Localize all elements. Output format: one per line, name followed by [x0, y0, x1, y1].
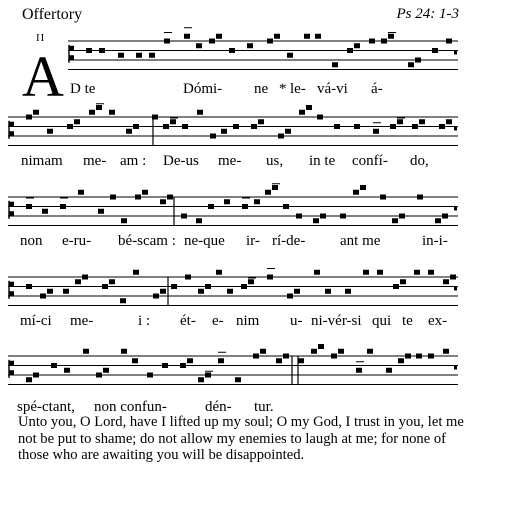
neume-note [314, 270, 320, 275]
lyric-syllable: non [20, 233, 43, 249]
neume-note [398, 358, 404, 363]
neume-note [276, 358, 282, 363]
neume-note [164, 39, 170, 44]
neume-note [412, 124, 418, 129]
lyric-syllable: ni-vér-si [311, 313, 362, 329]
lyric-syllable: ét- [180, 313, 196, 329]
neume-note [388, 34, 394, 39]
neume-note [377, 270, 383, 275]
neume-note [353, 190, 359, 195]
clef-mark [9, 361, 14, 366]
lyric-syllable: á- [371, 81, 383, 97]
neume-note [356, 368, 362, 373]
neume-note [248, 279, 254, 284]
neume-note [197, 110, 203, 115]
lyric-syllable: le- [290, 81, 306, 97]
neume-note [428, 270, 434, 275]
clef-mark [9, 282, 14, 287]
neume-note [313, 218, 319, 223]
neume-note [446, 39, 452, 44]
neume-note [135, 195, 141, 200]
neume-note [142, 190, 148, 195]
neume-note [278, 134, 284, 139]
neume-note [210, 134, 216, 139]
neume-note [360, 185, 366, 190]
neume-note [205, 373, 211, 378]
neume-note [287, 53, 293, 58]
neume-note [233, 124, 239, 129]
neume-note [373, 129, 379, 134]
neume-note [102, 284, 108, 289]
neume-note [299, 110, 305, 115]
neume-note [209, 39, 215, 44]
neume-note [304, 34, 310, 39]
neume-note [416, 354, 422, 359]
neume-note [110, 195, 116, 200]
neume-note [136, 53, 142, 58]
neume-note [260, 349, 266, 354]
neume-note [229, 48, 235, 53]
neume-note [325, 289, 331, 294]
neume-note [198, 289, 204, 294]
lyric-syllable: dén- [205, 399, 232, 415]
psalm-reference: Ps 24: 1-3 [396, 6, 459, 22]
lyric-syllable: ne [254, 81, 269, 97]
neume-note [162, 363, 168, 368]
neume-note [149, 53, 155, 58]
neume-note [153, 294, 159, 299]
lyric-syllable: te [402, 313, 413, 329]
custos [454, 366, 457, 370]
neume-note [345, 289, 351, 294]
neume-note [435, 218, 441, 223]
neume-note [397, 119, 403, 124]
neume-note [274, 34, 280, 39]
neume-note [390, 124, 396, 129]
neume-note [306, 105, 312, 110]
neume-note [446, 119, 452, 124]
clef-mark [9, 202, 14, 207]
neume-note [311, 349, 317, 354]
neume-note [334, 124, 340, 129]
chant-title: Offertory [22, 6, 83, 23]
neume-note [442, 214, 448, 219]
neume-note [33, 373, 39, 378]
neume-note [60, 204, 66, 209]
lyric-syllable: us, [266, 153, 284, 169]
neume-note [163, 124, 169, 129]
neume-note [253, 354, 259, 359]
lyric-syllable: rí-de- [272, 233, 306, 249]
clef-mark [69, 55, 74, 60]
neume-note [331, 354, 337, 359]
lyric-syllable: ant me [340, 233, 381, 249]
neume-note [160, 199, 166, 204]
neume-note [26, 204, 32, 209]
neume-note [83, 349, 89, 354]
neume-note [133, 124, 139, 129]
neume-note [317, 115, 323, 120]
neume-note [367, 349, 373, 354]
neume-note [181, 214, 187, 219]
neume-note [318, 344, 324, 349]
neume-note [196, 43, 202, 48]
lyric-syllable: in-i- [422, 233, 448, 249]
neume-note [33, 110, 39, 115]
neume-note [160, 289, 166, 294]
custos [454, 207, 457, 211]
neume-note [170, 119, 176, 124]
neume-note [432, 48, 438, 53]
neume-note [400, 279, 406, 284]
neume-note [184, 34, 190, 39]
neume-note [443, 279, 449, 284]
neume-note [63, 289, 69, 294]
neume-note [109, 110, 115, 115]
neume-note [235, 377, 241, 382]
lyric-syllable: nimam [21, 153, 63, 169]
neume-note [167, 195, 173, 200]
neume-note [185, 275, 191, 280]
neume-note [381, 39, 387, 44]
lyric-syllable: * [279, 81, 287, 97]
neume-note [369, 39, 375, 44]
neume-note [96, 105, 102, 110]
neume-note [419, 119, 425, 124]
neume-note [121, 218, 127, 223]
custos [454, 51, 457, 55]
neume-note [272, 185, 278, 190]
neume-note [393, 284, 399, 289]
lyric-syllable: vá-vi [317, 81, 348, 97]
neume-note [405, 354, 411, 359]
neume-note [380, 195, 386, 200]
neume-note [251, 124, 257, 129]
neume-note [47, 289, 53, 294]
neume-note [121, 349, 127, 354]
neume-note [74, 119, 80, 124]
lyric-syllable: non confun- [94, 399, 167, 415]
clef-mark [9, 122, 14, 127]
neume-note [99, 48, 105, 53]
neume-note [75, 279, 81, 284]
neume-note [241, 284, 247, 289]
neume-note [78, 190, 84, 195]
lyric-syllable: in te [309, 153, 336, 169]
lyric-syllable: am : [120, 153, 147, 169]
english-translation: Unto you, O Lord, have I lifted up my soul; O my God, I trust in you, let me not be put to shame; do not allow my enemies to laugh at me; for none of those who are awaiting you will be disappointed. [18, 414, 464, 464]
neume-note [26, 284, 32, 289]
neume-note [294, 289, 300, 294]
neume-note [216, 270, 222, 275]
neume-note [338, 349, 344, 354]
neume-note [120, 298, 126, 303]
neume-note [258, 119, 264, 124]
lyric-syllable: me- [70, 313, 94, 329]
lyric-syllable: i : [138, 313, 151, 329]
neume-note [392, 218, 398, 223]
neume-note [26, 115, 32, 120]
neume-note [47, 129, 53, 134]
neume-note [132, 358, 138, 363]
neume-note [363, 270, 369, 275]
neume-note [196, 218, 202, 223]
neume-note [89, 110, 95, 115]
neume-note [118, 53, 124, 58]
neume-note [283, 204, 289, 209]
neume-note [218, 358, 224, 363]
custos [454, 287, 457, 291]
neume-note [332, 62, 338, 67]
neume-note [265, 190, 271, 195]
lyric-syllable: qui [372, 313, 392, 329]
neume-note [40, 294, 46, 299]
lyric-syllable: me- [218, 153, 242, 169]
neume-note [180, 363, 186, 368]
neume-note [298, 358, 304, 363]
neume-note [187, 358, 193, 363]
neume-note [267, 39, 273, 44]
neume-note [86, 48, 92, 53]
lyric-syllable: D te [70, 81, 96, 97]
lyric-syllable: mí-ci [20, 313, 52, 329]
neume-note [103, 368, 109, 373]
neume-note [320, 214, 326, 219]
lyric-syllable: ex- [428, 313, 448, 329]
custos [454, 127, 457, 131]
neume-note [296, 214, 302, 219]
neume-note [443, 349, 449, 354]
neume-note [354, 43, 360, 48]
neume-note [408, 62, 414, 67]
neume-note [415, 58, 421, 63]
lyric-syllable: nim [236, 313, 260, 329]
neume-note [109, 279, 115, 284]
neume-note [126, 129, 132, 134]
neume-note [399, 214, 405, 219]
neume-note [450, 275, 456, 280]
neume-note [285, 129, 291, 134]
neume-note [340, 214, 346, 219]
lyric-syllable: tur. [254, 399, 274, 415]
lyric-syllable: u- [290, 313, 303, 329]
neume-note [439, 124, 445, 129]
neume-note [283, 354, 289, 359]
neume-note [182, 124, 188, 129]
lyric-syllable: do, [410, 153, 429, 169]
neume-note [171, 284, 177, 289]
clef-mark [69, 46, 74, 51]
clef-mark [9, 211, 14, 216]
neume-note [64, 368, 70, 373]
neume-note [147, 373, 153, 378]
neume-note [67, 124, 73, 129]
lyric-syllable: De-us [163, 153, 199, 169]
neume-note [221, 129, 227, 134]
lyric-syllable: confí- [352, 153, 388, 169]
neume-note [227, 289, 233, 294]
neume-note [198, 377, 204, 382]
clef-mark [9, 131, 14, 136]
neume-note [82, 275, 88, 280]
neume-note [51, 363, 57, 368]
neume-note [347, 48, 353, 53]
neume-note [315, 34, 321, 39]
neume-note [224, 199, 230, 204]
lyric-syllable: ne-que [184, 233, 225, 249]
lyric-syllable: e- [212, 313, 224, 329]
lyric-syllable: Dómi- [183, 81, 223, 97]
neume-note [417, 195, 423, 200]
neume-note [287, 294, 293, 299]
neume-note [205, 284, 211, 289]
neume-note [208, 204, 214, 209]
neume-note [354, 124, 360, 129]
neume-note [98, 209, 104, 214]
lyric-syllable: e-ru- [62, 233, 92, 249]
clef-mark [9, 291, 14, 296]
lyric-syllable: me- [83, 153, 107, 169]
mode-number: II [36, 32, 46, 44]
neume-note [96, 373, 102, 378]
neume-note [267, 275, 273, 280]
lyric-syllable: bé-scam : [118, 233, 176, 249]
initial-letter: A [22, 44, 64, 109]
neume-note [26, 377, 32, 382]
neume-note [414, 270, 420, 275]
neume-note [152, 115, 158, 120]
neume-note [254, 199, 260, 204]
neume-note [216, 34, 222, 39]
lyric-syllable: spé-ctant, [17, 399, 75, 415]
lyric-syllable: ir- [246, 233, 260, 249]
neume-note [386, 368, 392, 373]
neume-note [42, 209, 48, 214]
clef-mark [9, 370, 14, 375]
neume-note [242, 204, 248, 209]
neume-note [428, 354, 434, 359]
neume-note [247, 43, 253, 48]
neume-note [133, 270, 139, 275]
